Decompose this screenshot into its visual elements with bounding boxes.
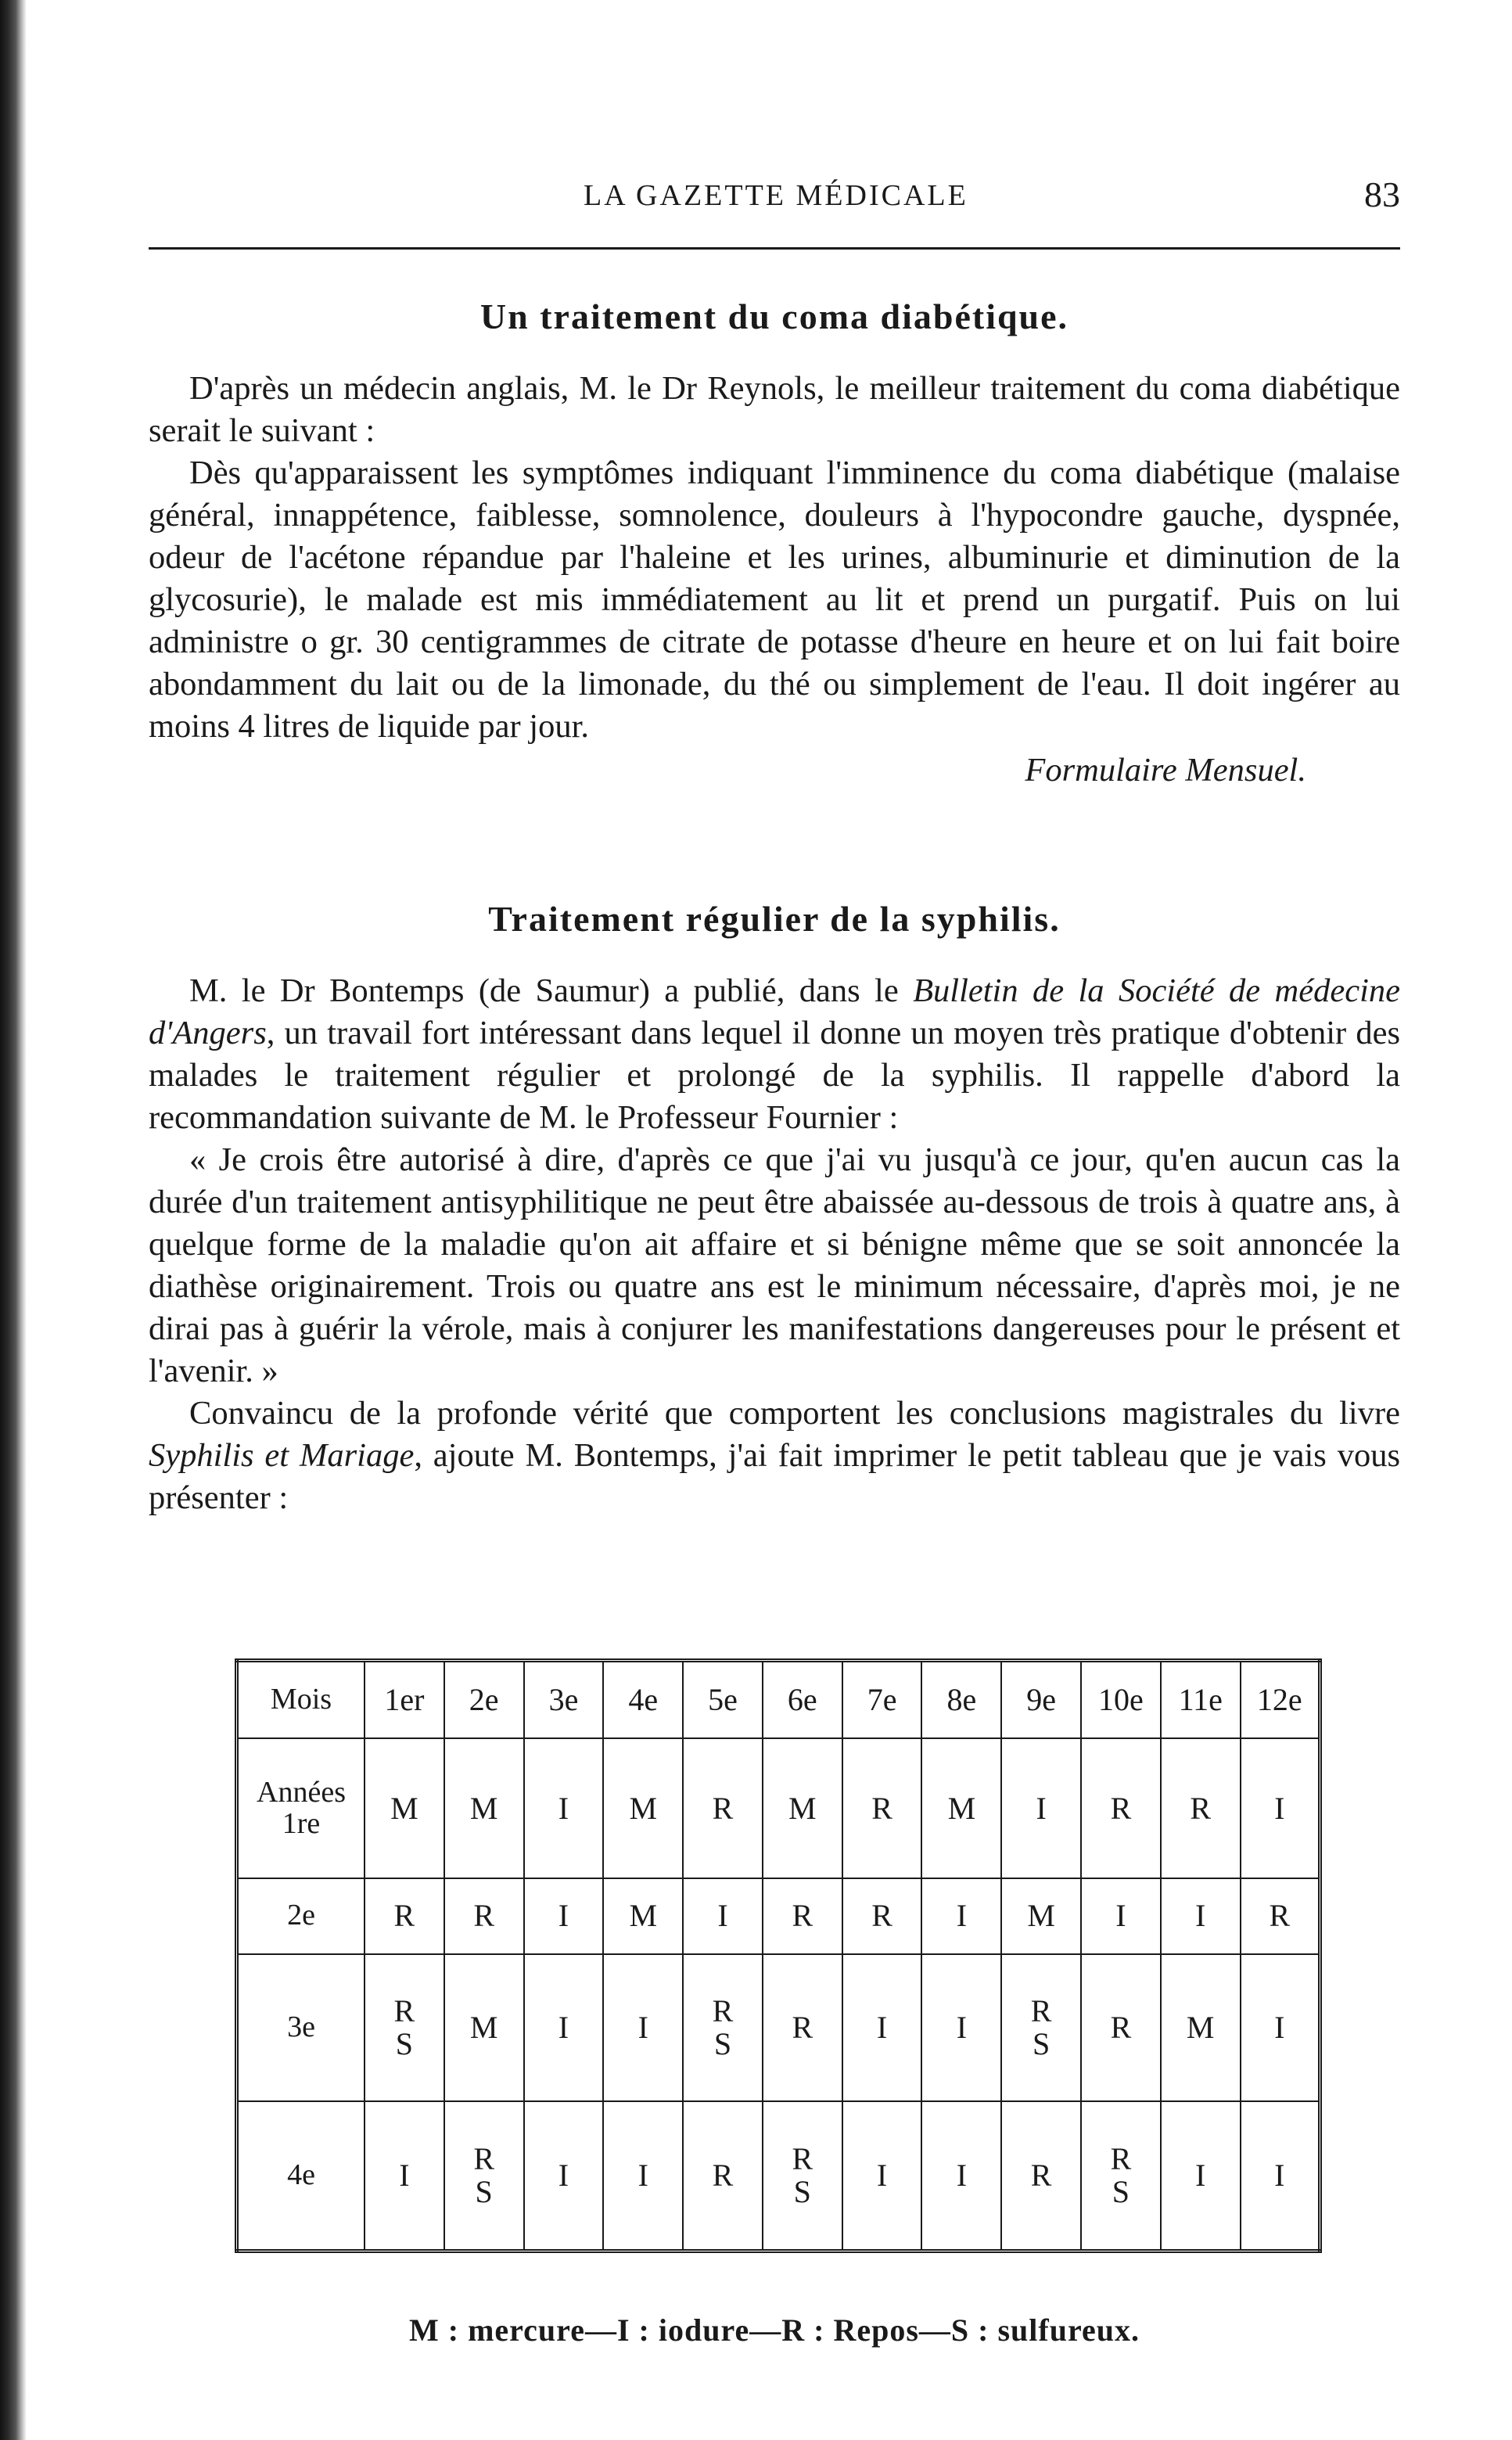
stacked-cell-value: R S xyxy=(712,1993,734,2061)
year-label: 2e xyxy=(237,1878,365,1953)
table-cell: I xyxy=(1241,1954,1320,2101)
table-cell: I xyxy=(365,2101,444,2251)
page-number: 83 xyxy=(1364,174,1400,214)
month-header: 8e xyxy=(921,1661,1001,1739)
table-cell: R xyxy=(763,1954,842,2101)
table-cell: I xyxy=(921,2101,1001,2251)
article1-source: Formulaire Mensuel. xyxy=(1025,752,1306,789)
month-header: 12e xyxy=(1241,1661,1320,1739)
table-cell: R xyxy=(763,1878,842,1953)
stacked-cell-value: R S xyxy=(393,1993,415,2061)
table-cell xyxy=(1001,1954,1081,2101)
month-header: 10e xyxy=(1081,1661,1161,1739)
year-label: 4e xyxy=(237,2101,365,2251)
table-cell: I xyxy=(1161,2101,1241,2251)
month-header: 6e xyxy=(763,1661,842,1739)
table-cell: M xyxy=(1001,1878,1081,1953)
table-cell: R xyxy=(1161,1738,1241,1878)
stacked-cell-value: R S xyxy=(1030,1993,1052,2061)
table-header-label: Mois xyxy=(237,1661,365,1739)
table-cell: I xyxy=(921,1954,1001,2101)
table-cell: I xyxy=(524,1738,604,1878)
table-cell: M xyxy=(444,1738,524,1878)
stacked-cell-value: R S xyxy=(473,2140,495,2209)
table-header-row xyxy=(237,1661,1320,1739)
table-row xyxy=(237,1878,1320,1953)
table-cell: R xyxy=(1081,1738,1161,1878)
month-header: 7e xyxy=(842,1661,922,1739)
stacked-cell-value: R S xyxy=(1110,2140,1132,2209)
table-cell: I xyxy=(683,1878,763,1953)
table-cell: R xyxy=(1001,2101,1081,2251)
table-cell xyxy=(365,1954,444,2101)
table-row xyxy=(237,2101,1320,2251)
fournier-quote: « Je crois être autorisé à dire, d'après ce que j'ai vu jusqu'à ce jour, qu'en aucun cas la durée d'un traitement antisyphilitique ne peut être abaissée au-dessous de trois à quatre ans, à quelque forme de la maladie qu'on ait affaire et si bénigne même que se soit annoncée la diathèse originairement. Trois ou quatre ans est le minimum nécessaire, d'après moi, je ne dirai pas à guérir la vérole, mais à conjurer les manifestations dangereuses pour le présent et l'avenir. » xyxy=(149,1141,1400,1389)
article2-body xyxy=(149,970,1400,1519)
table-cell: M xyxy=(365,1738,444,1878)
table-cell: M xyxy=(1161,1954,1241,2101)
month-header: 2e xyxy=(444,1661,524,1739)
table-cell: I xyxy=(524,1878,604,1953)
table-cell: I xyxy=(524,1954,604,2101)
header-rule xyxy=(149,247,1400,250)
article1-paragraph: Dès qu'apparaissent les symptômes indiquant l'imminence du coma diabétique (malaise général, innappétence, faiblesse, somnolence, douleurs à l'hypocondre gauche, dyspnée, odeur de l'acétone répandue par l'haleine et les urines, albuminurie et diminution de la glycosurie), le malade est mis immédiatement au lit et prend un purgatif. Puis on lui administre o gr. 30 centigrammes de citrate de potasse d'heure en heure et on lui fait boire abondamment du lait ou de la limonade, du thé ou simplement de l'eau. Il doit ingérer au moins 4 litres de liquide par jour. xyxy=(149,455,1400,745)
stacked-cell-value: R S xyxy=(792,2140,813,2209)
table-cell: I xyxy=(524,2101,604,2251)
month-header: 3e xyxy=(524,1661,604,1739)
year-label: Années 1re xyxy=(237,1738,365,1878)
article1-title: Un traitement du coma diabétique. xyxy=(479,296,1069,336)
article2-intro: M. le Dr Bontemps (de Saumur) a publié, dans le Bulletin de la Société de médecine d'Angers, un travail fort intéressant dans lequel il donne un moyen très pratique d'obtenir des malades le traitement régulier et prolongé de la syphilis. Il rappelle d'abord la recommandation suivante de M. le Professeur Fournier : xyxy=(149,972,1400,1136)
table-cell: R xyxy=(842,1738,922,1878)
table-cell: I xyxy=(1161,1878,1241,1953)
table-cell: M xyxy=(444,1954,524,2101)
table-cell xyxy=(683,1954,763,2101)
treatment-schedule-table xyxy=(235,1658,1322,2253)
table-row xyxy=(237,1738,1320,1878)
table-cell: R xyxy=(1241,1878,1320,1953)
month-header: 1er xyxy=(365,1661,444,1739)
book-title: Syphilis et Mariage xyxy=(149,1437,415,1474)
table-cell: I xyxy=(921,1878,1001,1953)
table-cell: R xyxy=(683,2101,763,2251)
table-cell: I xyxy=(1081,1878,1161,1953)
table-row xyxy=(237,1954,1320,2101)
table-cell: M xyxy=(603,1738,683,1878)
table-cell: M xyxy=(763,1738,842,1878)
article2-title: Traitement régulier de la syphilis. xyxy=(488,899,1061,939)
table-cell: M xyxy=(603,1878,683,1953)
table-cell: R xyxy=(444,1878,524,1953)
table-cell: R xyxy=(365,1878,444,1953)
month-header: 11e xyxy=(1161,1661,1241,1739)
table-cell: R xyxy=(1081,1954,1161,2101)
running-title: LA GAZETTE MÉDICALE xyxy=(584,179,968,212)
table-cell: I xyxy=(842,2101,922,2251)
table-legend: M : mercure—I : iodure—R : Repos—S : sulfureux. xyxy=(409,2312,1140,2348)
table-cell: R xyxy=(842,1878,922,1953)
table-cell: I xyxy=(1241,2101,1320,2251)
table-cell xyxy=(1081,2101,1161,2251)
table-cell xyxy=(444,2101,524,2251)
journal-title: Bulletin de la Société de médecine d'Angers xyxy=(149,972,1400,1051)
running-head xyxy=(149,174,1400,225)
table-cell: I xyxy=(1241,1738,1320,1878)
article2-closing: Convaincu de la profonde vérité que comportent les conclusions magistrales du livre Syphilis et Mariage, ajoute M. Bontemps, j'ai fait imprimer le petit tableau que je vais vous présenter : xyxy=(149,1395,1400,1516)
table-cell: I xyxy=(603,1954,683,2101)
book-binding-edge xyxy=(0,0,27,2440)
article1-paragraph: D'après un médecin anglais, M. le Dr Reynols, le meilleur traitement du coma diabétique serait le suivant : xyxy=(149,370,1400,449)
article1-body xyxy=(149,368,1400,792)
table-cell: I xyxy=(603,2101,683,2251)
month-header: 5e xyxy=(683,1661,763,1739)
table-cell: M xyxy=(921,1738,1001,1878)
year-label: 3e xyxy=(237,1954,365,2101)
table-cell xyxy=(763,2101,842,2251)
table-cell: I xyxy=(842,1954,922,2101)
month-header: 9e xyxy=(1001,1661,1081,1739)
table-cell: I xyxy=(1001,1738,1081,1878)
month-header: 4e xyxy=(603,1661,683,1739)
table-cell: R xyxy=(683,1738,763,1878)
